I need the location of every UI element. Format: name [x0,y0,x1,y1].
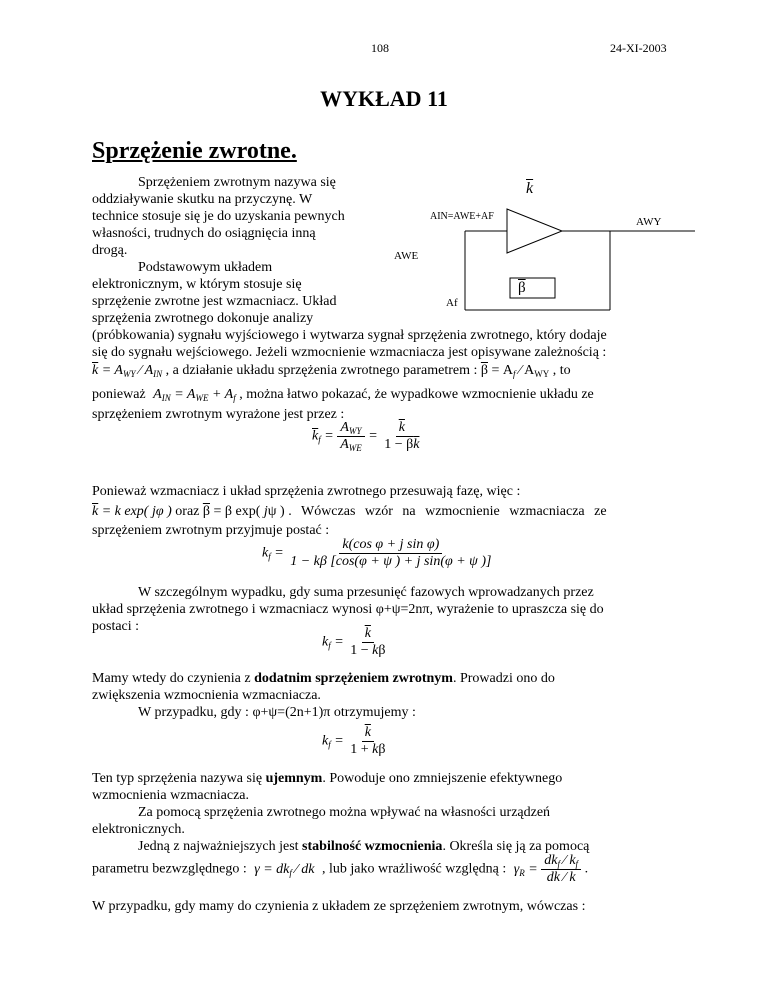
gain-definition-line: $\overline{k} = A_{WY}$ ⁄ $A_{IN}$ , a działanie układu sprzężenia zwrotnego parametrem : $\overline{\beta} = A_f$ ⁄ $A_{WY}$ , to [92,363,571,379]
phase-line-3: sprzężeniem zwrotnym przyjmuje postać : [92,523,330,538]
feedback-gain-formula: $\overline{k}_f$ = $\frac{A_{WY}}{A_{WE}}$ = $\frac{\overline{k}}{1 - \overline{\beta}\overline{k}}$ [312,420,420,453]
negative-paragraph: Ten typ sprzężenia nazywa się ujemnym. Powoduje ono zmniejszenie efektywnego wzmocnienia wzmacniacza. Za pomocą sprzężenia zwrotnego można wpływać na własności urządzeń elektronicznych. Jedną z najważniejszych jest stabilność wzmocnienia. Określa się ją za pomocą [92,771,590,854]
stability-line: parametru bezwzględnego : $\gamma = dk_f$ ⁄ dk , lub jako wrażliwość względną : $\gamma_R$ = $\frac{dk_f ⁄ k_f}{dk ⁄ k}$ . [92,853,589,885]
complex-gain-formula: $k_f$ = $\frac{\text{k(cos φ + j sin φ)}}{\text{1 − kβ [cos(φ + ψ ) + j sin(φ + ψ )]}}$ [262,537,492,569]
positive-feedback-formula: $k_f$ = $\frac{\overline{k}}{1 - k\beta}$ [322,626,386,658]
page-date: 24-XI-2003 [610,41,667,55]
diagram-af-label: Af [446,297,458,309]
special-paragraph: W szczególnym wypadku, gdy suma przesunięć fazowych wprowadzanych przez układ sprzężenia zwrotnego i wzmacniacz wynosi φ+ψ=2nπ, wyrażenie to upraszcza się do postaci : [92,585,604,634]
diagram-beta-label: $\overline{\beta}$ [518,280,526,296]
since-line-2: sprzężeniem zwrotnym wyrażone jest przez : [92,407,345,422]
diagram-awy-label: AWY [636,216,662,228]
page-number: 108 [371,41,389,55]
since-line: ponieważ $A_{IN} = A_{WE} + A_f$ , można łatwo pokazać, że wypadkowe wzmocnienie układu ze [92,387,594,403]
diagram-ain-label: AIN=AWE+AF [430,211,494,222]
diagram-k-label: $\overline{k}$ [526,180,534,197]
basic-paragraph: Podstawowym układem elektronicznym, w którym stosuje się sprzężenie zwrotne jest wzmacniacz. Układ sprzężenia zwrotnego dokonuje analizy (próbkowania) sygnału wyjściowego i wytwarza sygnał sprzężenia zwrotnego, który dodaje się do sygnału wejściowego. Jeżeli wzmocnienie wzmacniacza jest opisywane zależnością : [92,260,607,360]
phase-line-2: $\overline{k} = k$ exp( jφ ) oraz $\overline{\beta} = \beta$ exp( jψ ) . Wówczas wzór na wzmocnienie wzmacniacza ze [92,504,607,519]
diagram-awe-label: AWE [394,250,419,262]
final-line: W przypadku, gdy mamy do czynienia z układem ze sprzężeniem zwrotnym, wówczas : [92,899,586,914]
section-title: Sprzężenie zwrotne. [92,138,297,164]
intro-paragraph: Sprzężeniem zwrotnym nazywa się oddziaływanie skutku na przyczynę. W technice stosuje się je do uzyskania pewnych własności, trudnych do osiągnięcia inną drogą. [92,175,345,258]
positive-paragraph: Mamy wtedy do czynienia z dodatnim sprzężeniem zwrotnym. Prowadzi ono do zwiększenia wzmocnienia wzmacniacza. W przypadku, gdy : φ+ψ=(2n+1)π otrzymujemy : [92,671,555,720]
lecture-title: WYKŁAD 11 [320,86,448,111]
negative-feedback-formula: $k_f$ = $\frac{\overline{k}}{1 + k\beta}$ [322,725,386,757]
phase-line-1: Ponieważ wzmacniacz i układ sprzężenia zwrotnego przesuwają fazę, więc : [92,484,521,499]
